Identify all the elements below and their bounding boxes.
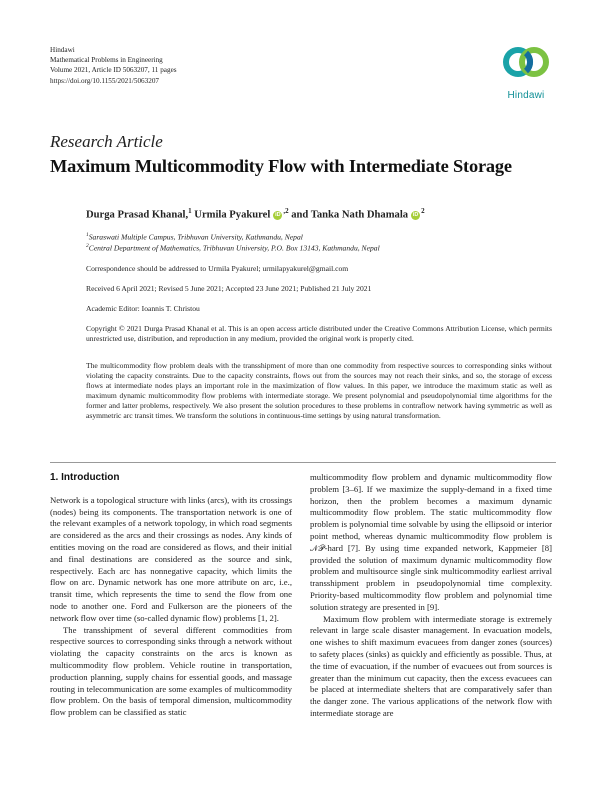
body-paragraph: Network is a topological structure with links (arcs), with its crossings (nodes) being its components. The transportation network is one of the relevant examples of a network topology, in which road segments are considered as the arcs and their crossings as nodes. Any kinds of entities moving on the road are considered as flows, and their initial and final destinations are considered as the source and sink, respectively. Each arc has nonnegative capacity, which limits the flow on arc. Dynamic network has one more attribute on arc, i.e., transit time, which represents the time to send the flow from one node to another one. Ford and Fulkerson are the pioneers of the network flow over time (so-called dynamic flow) problems [1, 2]. (50, 494, 292, 623)
affiliation-2 (86, 241, 380, 254)
section-divider (50, 462, 556, 463)
intro-left-column (50, 472, 292, 719)
author-sup: ,2 (283, 207, 289, 215)
journal-publisher: Hindawi (50, 46, 75, 54)
abstract: The multicommodity flow problem deals with the transshipment of more than one commodity from respective sources to corresponding sinks without violating the capacity constraints. Due to the capacity constraints, flows out from the sources may not reach their sinks, and so, the storage of excess flows at intermediate nodes plays an important role in the maximization of flow values. In this paper, we introduce the maximum static as well as maximum dynamic multicommodity flow problems with intermediate storage. We present polynomial and pseudopolynomial time algorithms for the former and latter problems, respectively. We also present the solution procedures to these problems in contraflow network having symmetric as well as asymmetric arc transit times. We transform the solutions in continuous-time settings by using natural transformation. (86, 361, 552, 421)
orcid-icon[interactable]: iD (275, 211, 281, 218)
hindawi-logo-text: Hindawi (507, 90, 545, 101)
affiliation-text: Saraswati Multiple Campus, Tribhuvan University, Kathmandu, Nepal (88, 232, 303, 242)
article-type: Research Article (50, 132, 163, 151)
affiliation-text: Central Department of Mathematics, Tribhuvan University, P.O. Box 13143, Kathmandu, Nepal (88, 243, 380, 253)
orcid-icon[interactable]: iD (412, 211, 419, 218)
body-paragraph: multicommodity flow problem and dynamic multicommodity flow problem [3–6]. If we maximize the supply-demand in a fixed time horizon, then the problem becomes a maximum dynamic multicommodity flow problem. The static multicommodity flow problem is polynomial time solvable by using the ellipsoid or interior point method, whereas dynamic multicommodity flow problem is 𝒩𝒫-hard [7]. By using time expanded network, Kappmeier [8] provided the solution of maximum dynamic multicommodity flow problem and multisource single sink multicommodity earliest arrival transshipment problem in pseudopolynomial time complexity. Priority-based multicommodity flow problem and polynomial time solution strategy are presented in [9]. (310, 472, 552, 612)
hindawi-logo[interactable] (496, 40, 556, 104)
author-sup: 2 (421, 207, 425, 215)
hindawi-logo-icon (496, 40, 556, 90)
author-name: Urmila Pyakurel (194, 209, 271, 221)
author-sup: 1 (188, 207, 192, 215)
journal-doi[interactable]: https://doi.org/10.1155/2021/5063207 (50, 76, 160, 85)
section-heading: 1. Introduction (50, 472, 120, 483)
intro-right-column (310, 472, 552, 720)
affiliation-sup: 1 (86, 232, 89, 238)
academic-editor: Academic Editor: Ioannis T. Christou (86, 304, 200, 313)
journal-volume: Volume 2021, Article ID 5063207, 11 pages (50, 66, 177, 75)
copyright-notice: Copyright © 2021 Durga Prasad Khanal et al. This is an open access article distributed under the Creative Commons Attribution License, which permits unrestricted use, distribution, and reproduction in any medium, provided the original work is properly cited. (86, 324, 552, 344)
affiliation-sup: 2 (86, 243, 89, 249)
author-name: Durga Prasad Khanal, (86, 209, 189, 221)
body-paragraph: The transshipment of several different commodities from respective sources to corresponding sinks through a network without violating the capacity constraints on the arcs is known as multicommodity flow problem. Vehicle routine in transportation, production planning, supply chains for essential goods, and massage routing in telecommunication are some examples of multicommodity flow problem. On the basis of temporal dimension, multicommodity flow problem can be classified as static (50, 624, 292, 718)
correspondence: Correspondence should be addressed to Urmila Pyakurel; urmilapyakurel@gmail.com (86, 264, 349, 273)
body-paragraph: Maximum flow problem with intermediate storage is extremely relevant in large scale disaster management. In evacuation models, one wishes to shift maximum evacuees from danger zones (sources) to safety places (sinks) as quickly and efficiently as possible. Thus, at the time of evacuation, if the number of evacuees out from sources is greater than the minimum cut capacity, then the excess evacuees can be placed at intermediate shelters that are comparatively safer than the danger zone. The various applications of the network flow with intermediate storage are (310, 613, 552, 718)
article-title: Maximum Multicommodity Flow with Intermediate Storage (50, 156, 512, 176)
journal-info (50, 45, 177, 86)
author-list (86, 207, 425, 221)
article-dates: Received 6 April 2021; Revised 5 June 2021; Accepted 23 June 2021; Published 21 July 2021 (86, 284, 372, 293)
journal-name: Mathematical Problems in Engineering (50, 56, 163, 65)
author-name: and Tanka Nath Dhamala (291, 209, 409, 221)
